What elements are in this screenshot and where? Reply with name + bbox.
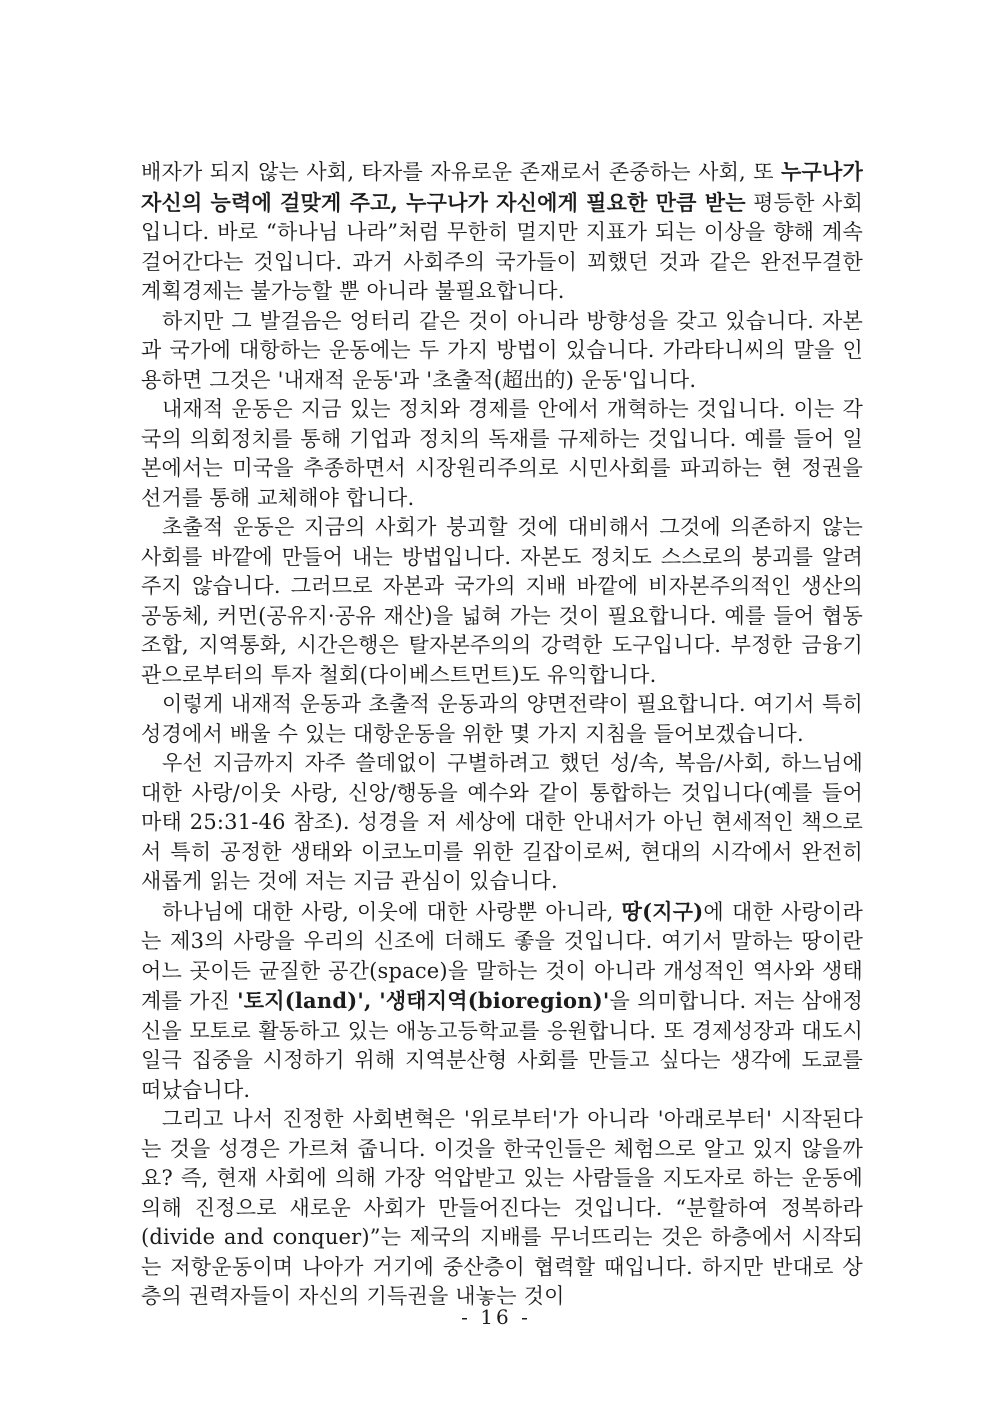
text-segment: 이렇게 내재적 운동과 초출적 운동과의 양면전략이 필요합니다. 여기서 특히 성경에서 배울 수 있는 대항운동을 위한 몇 가지 지침을 들어보겠습니다. <box>141 692 863 746</box>
text-segment: 하지만 그 발걸음은 엉터리 같은 것이 아니라 방향성을 갖고 있습니다. 자본과 국가에 대항하는 운동에는 두 가지 방법이 있습니다. 가라타니씨의 말을 인용하면 그것은 '내재적 운동'과 '초출적(超出的) 운동'입니다. <box>141 308 863 392</box>
bold-text-segment: 누구나가 자신의 능력에 걸맞게 주고, 누구나가 자신에게 필요한 만큼 받는 <box>141 159 863 215</box>
text-segment: 을 의미합니다. 저는 삼애정신을 모토로 활동하고 있는 애농고등학교를 응원합니다. 또 경제성장과 대도시 일극 집중을 시정하기 위해 지역분산형 사회를 만들고 싶다는 생각에 도쿄를 떠났습니다. <box>141 989 863 1102</box>
text-segment: 에 대한 사랑이라는 제3의 사랑을 우리의 신조에 더해도 좋을 것입니다. 여기서 말하는 땅이란 어느 곳이든 균질한 공간(space)을 말하는 것이 아니라 개성적인 역사와 생태계를 가진 <box>141 899 863 1013</box>
bold-text-segment: 땅(지구) <box>621 898 704 924</box>
text-segment: 하나님에 대한 사랑, 이웃에 대한 사랑뿐 아니라, <box>162 899 622 924</box>
text-segment: 그리고 나서 진정한 사회변혁은 '위로부터'가 아니라 '아래로부터' 시작된다는 것을 성경은 가르쳐 줍니다. 이것을 한국인들은 체험으로 알고 있지 않을까요? 즉, 현재 사회에 의해 가장 억압받고 있는 사람들을 지도자로 하는 운동에 의해 진정으로 새로운 사회가 만들어진다는 것입니다. “분할하여 정복하라(divide and conquer)”는 제국의 지배를 무너뜨리는 것은 하층에서 시작되는 저항운동이며 나아가 거기에 중산층이 협력할 때입니다. 하지만 반대로 상층의 권력자들이 자신의 기득권을 내놓는 것이 <box>141 1107 863 1308</box>
paragraph <box>141 897 863 1106</box>
text-segment: 우선 지금까지 자주 쓸데없이 구별하려고 했던 성/속, 복음/사회, 하느님에 대한 사랑/이웃 사랑, 신앙/행동을 예수와 같이 통합하는 것입니다(예를 들어 마태 25:31-46 참조). 성경을 저 세상에 대한 안내서가 아닌 현세적인 책으로서 특히 공정한 생태와 이코노미를 위한 길잡이로써, 현대의 시각에서 완전히 새롭게 읽는 것에 저는 지금 관심이 있습니다. <box>141 751 863 893</box>
paragraph <box>141 157 863 307</box>
text-segment: 평등한 사회입니다. 바로 “하나님 나라”처럼 무한히 멀지만 지표가 되는 이상을 향해 계속 걸어간다는 것입니다. 과거 사회주의 국가들이 꾀했던 것과 같은 완전무결한 계획경제는 불가능할 뿐 아니라 불필요합니다. <box>141 190 863 303</box>
bold-text-segment: '토지(land)', '생태지역(bioregion)' <box>237 988 610 1013</box>
paragraph <box>141 749 863 897</box>
paragraph <box>141 513 863 690</box>
paragraph <box>141 307 863 396</box>
text-segment: 초출적 운동은 지금의 사회가 붕괴할 것에 대비해서 그것에 의존하지 않는 사회를 바깥에 만들어 내는 방법입니다. 자본도 정치도 스스로의 붕괴를 알려주지 않습니다. 그러므로 자본과 국가의 지배 바깥에 비자본주의적인 생산의 공동체, 커먼(공유지·공유 재산)을 넓혀 가는 것이 필요합니다. 예를 들어 협동조합, 지역통화, 시간은행은 탈자본주의의 강력한 도구입니다. 부정한 금융기관으로부터의 투자 철회(다이베스트먼트)도 유익합니다. <box>141 515 863 687</box>
paragraph <box>141 690 863 749</box>
paragraph <box>141 1105 863 1312</box>
page-number: - 16 - <box>461 1305 531 1329</box>
paragraph <box>141 395 863 513</box>
body-text <box>141 157 863 1312</box>
text-segment: 내재적 운동은 지금 있는 정치와 경제를 안에서 개혁하는 것입니다. 이는 각국의 의회정치를 통해 기업과 정치의 독재를 규제하는 것입니다. 예를 들어 일본에서는 미국을 추종하면서 시장원리주의로 시민사회를 파괴하는 현 정권을 선거를 통해 교체해야 합니다. <box>141 397 863 510</box>
text-segment: 배자가 되지 않는 사회, 타자를 자유로운 존재로서 존중하는 사회, 또 <box>141 160 782 184</box>
